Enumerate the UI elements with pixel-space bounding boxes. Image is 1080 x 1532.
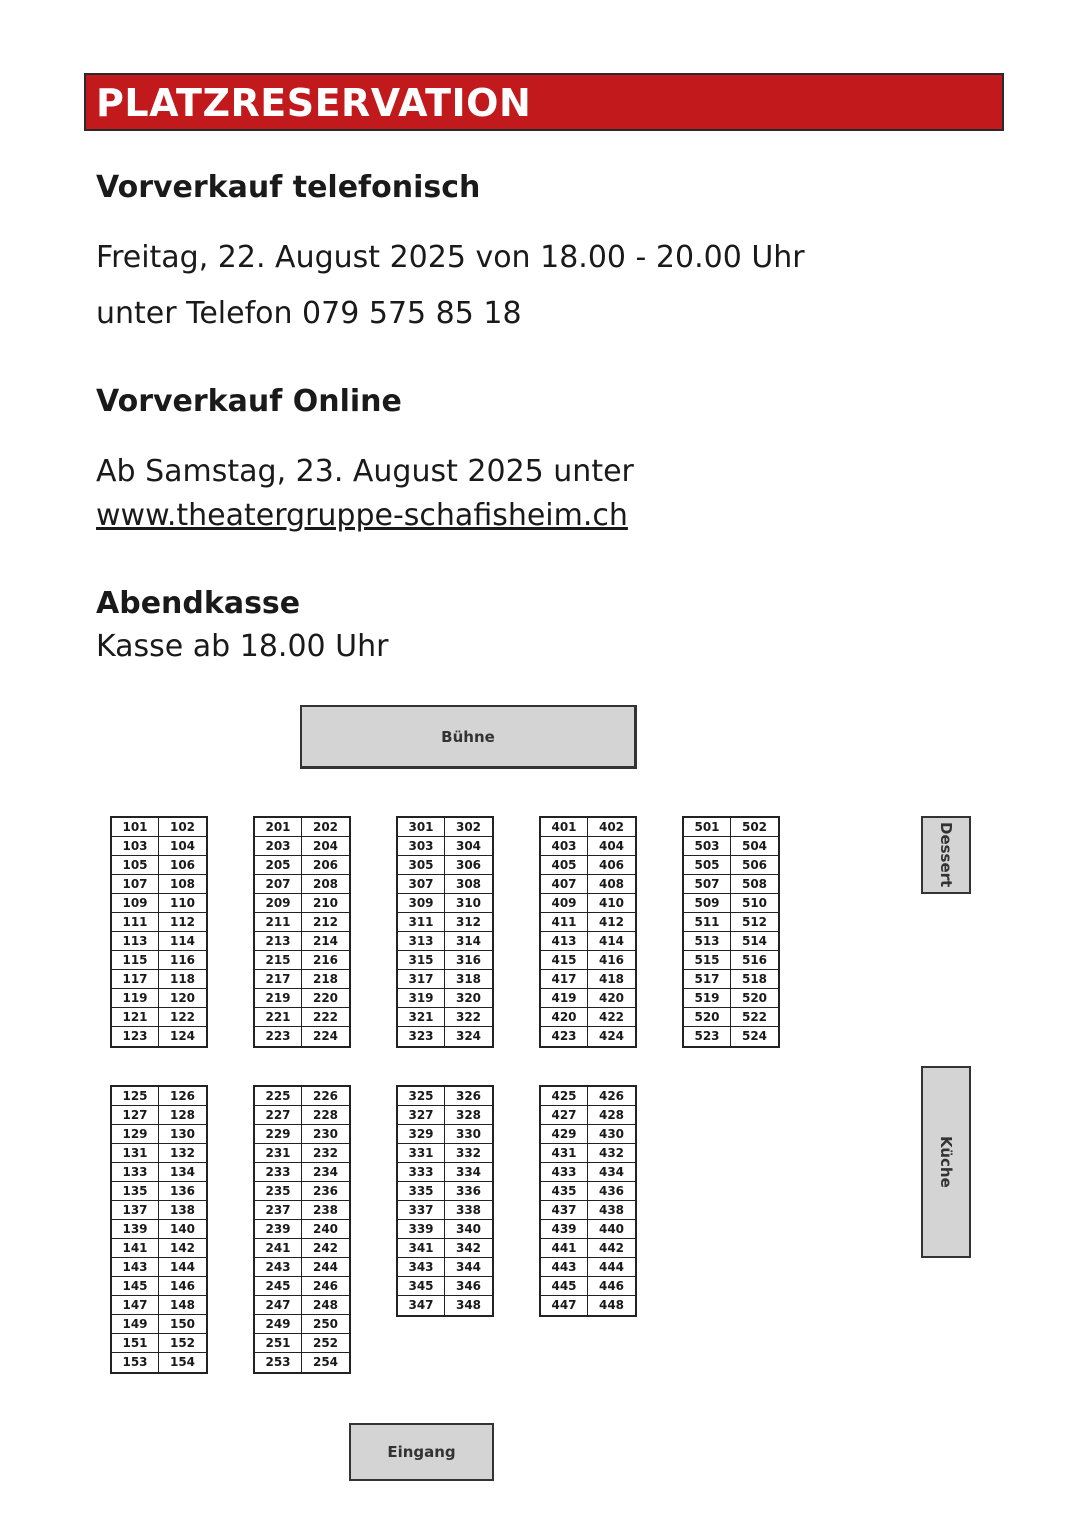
dessert-area bbox=[921, 816, 971, 894]
seat[interactable]: 123 bbox=[112, 1027, 159, 1046]
seat[interactable]: 144 bbox=[159, 1258, 206, 1277]
seat[interactable]: 121 bbox=[112, 1008, 159, 1027]
seat[interactable]: 512 bbox=[731, 913, 778, 932]
seat[interactable]: 406 bbox=[588, 856, 635, 875]
seat[interactable]: 143 bbox=[112, 1258, 159, 1277]
seat[interactable]: 519 bbox=[684, 989, 731, 1008]
seat[interactable]: 106 bbox=[159, 856, 206, 875]
seat[interactable]: 137 bbox=[112, 1201, 159, 1220]
seat[interactable]: 225 bbox=[255, 1087, 302, 1106]
seat[interactable]: 239 bbox=[255, 1220, 302, 1239]
seat[interactable]: 315 bbox=[398, 951, 445, 970]
seat[interactable]: 214 bbox=[302, 932, 349, 951]
seat[interactable]: 134 bbox=[159, 1163, 206, 1182]
seat[interactable]: 447 bbox=[541, 1296, 588, 1315]
seat[interactable]: 338 bbox=[445, 1201, 492, 1220]
seat[interactable]: 125 bbox=[112, 1087, 159, 1106]
seat[interactable]: 503 bbox=[684, 837, 731, 856]
seat[interactable]: 230 bbox=[302, 1125, 349, 1144]
seat[interactable]: 133 bbox=[112, 1163, 159, 1182]
title-banner bbox=[84, 73, 1004, 131]
seat[interactable]: 136 bbox=[159, 1182, 206, 1201]
seat[interactable]: 501 bbox=[684, 818, 731, 837]
seat[interactable]: 218 bbox=[302, 970, 349, 989]
seat[interactable]: 403 bbox=[541, 837, 588, 856]
seat-block bbox=[682, 816, 780, 1048]
seat[interactable]: 413 bbox=[541, 932, 588, 951]
seat[interactable]: 320 bbox=[445, 989, 492, 1008]
seat[interactable]: 248 bbox=[302, 1296, 349, 1315]
seat-block bbox=[396, 1085, 494, 1317]
seat[interactable]: 237 bbox=[255, 1201, 302, 1220]
online-sale-date: Ab Samstag, 23. August 2025 unter bbox=[96, 454, 634, 489]
seat[interactable]: 520 bbox=[731, 989, 778, 1008]
seat[interactable]: 139 bbox=[112, 1220, 159, 1239]
seat[interactable]: 305 bbox=[398, 856, 445, 875]
seat-block bbox=[253, 816, 351, 1048]
seat[interactable]: 234 bbox=[302, 1163, 349, 1182]
seat[interactable]: 217 bbox=[255, 970, 302, 989]
seat-block bbox=[253, 1085, 351, 1374]
seat[interactable]: 129 bbox=[112, 1125, 159, 1144]
seat[interactable]: 103 bbox=[112, 837, 159, 856]
phone-sale-date: Freitag, 22. August 2025 von 18.00 - 20.00 Uhr bbox=[96, 240, 805, 275]
seat[interactable]: 108 bbox=[159, 875, 206, 894]
seat[interactable]: 148 bbox=[159, 1296, 206, 1315]
seat[interactable]: 122 bbox=[159, 1008, 206, 1027]
seat[interactable]: 152 bbox=[159, 1334, 206, 1353]
seat[interactable]: 204 bbox=[302, 837, 349, 856]
seat[interactable]: 409 bbox=[541, 894, 588, 913]
seat[interactable]: 226 bbox=[302, 1087, 349, 1106]
seat[interactable]: 318 bbox=[445, 970, 492, 989]
seat[interactable]: 227 bbox=[255, 1106, 302, 1125]
seat[interactable]: 436 bbox=[588, 1182, 635, 1201]
seat[interactable]: 201 bbox=[255, 818, 302, 837]
seat[interactable]: 433 bbox=[541, 1163, 588, 1182]
seat[interactable]: 520 bbox=[684, 1008, 731, 1027]
seat[interactable]: 321 bbox=[398, 1008, 445, 1027]
seat[interactable]: 254 bbox=[312, 1355, 339, 1369]
seat[interactable]: 437 bbox=[541, 1201, 588, 1220]
seat[interactable]: 313 bbox=[398, 932, 445, 951]
seat[interactable]: 408 bbox=[588, 875, 635, 894]
seat[interactable]: 240 bbox=[302, 1220, 349, 1239]
seat[interactable]: 404 bbox=[588, 837, 635, 856]
seat[interactable]: 514 bbox=[731, 932, 778, 951]
seat[interactable]: 241 bbox=[255, 1239, 302, 1258]
seat[interactable]: 215 bbox=[255, 951, 302, 970]
seat[interactable]: 346 bbox=[445, 1277, 492, 1296]
seat[interactable]: 138 bbox=[159, 1201, 206, 1220]
seat[interactable]: 115 bbox=[112, 951, 159, 970]
seat[interactable]: 326 bbox=[445, 1087, 492, 1106]
seat[interactable]: 146 bbox=[159, 1277, 206, 1296]
seat[interactable]: 249 bbox=[255, 1315, 302, 1334]
seat[interactable]: 325 bbox=[398, 1087, 445, 1106]
seat[interactable]: 425 bbox=[541, 1087, 588, 1106]
seat[interactable]: 102 bbox=[159, 818, 206, 837]
kitchen-label: Küche bbox=[937, 1136, 955, 1188]
phone-sale-number: unter Telefon 079 575 85 18 bbox=[96, 296, 522, 331]
stage: Bühne bbox=[300, 705, 637, 769]
seat[interactable]: 333 bbox=[398, 1163, 445, 1182]
seat[interactable]: 222 bbox=[302, 1008, 349, 1027]
seat[interactable]: 212 bbox=[302, 913, 349, 932]
seat[interactable]: 242 bbox=[302, 1239, 349, 1258]
seat[interactable]: 104 bbox=[159, 837, 206, 856]
seat[interactable]: 428 bbox=[588, 1106, 635, 1125]
seat[interactable]: 431 bbox=[541, 1144, 588, 1163]
seat[interactable]: 339 bbox=[398, 1220, 445, 1239]
seat[interactable]: 446 bbox=[588, 1277, 635, 1296]
seat[interactable]: 335 bbox=[398, 1182, 445, 1201]
online-sale-heading: Vorverkauf Online bbox=[96, 384, 402, 419]
website-link[interactable]: www.theatergruppe-schafisheim.ch bbox=[96, 498, 628, 533]
seat[interactable]: 247 bbox=[255, 1296, 302, 1315]
phone-sale-heading: Vorverkauf telefonisch bbox=[96, 170, 481, 205]
box-office-hours: Kasse ab 18.00 Uhr bbox=[96, 629, 389, 664]
seat[interactable]: 407 bbox=[541, 875, 588, 894]
seat[interactable]: 435 bbox=[541, 1182, 588, 1201]
seat[interactable]: 120 bbox=[159, 989, 206, 1008]
seat[interactable]: 131 bbox=[112, 1144, 159, 1163]
seat-block bbox=[539, 1085, 637, 1317]
seat[interactable]: 429 bbox=[541, 1125, 588, 1144]
seat[interactable]: 141 bbox=[112, 1239, 159, 1258]
seat[interactable]: 424 bbox=[598, 1029, 625, 1043]
seat-block bbox=[539, 816, 637, 1048]
seat[interactable]: 340 bbox=[445, 1220, 492, 1239]
seat[interactable]: 210 bbox=[302, 894, 349, 913]
seat[interactable]: 513 bbox=[684, 932, 731, 951]
seat[interactable]: 505 bbox=[684, 856, 731, 875]
seat[interactable]: 401 bbox=[541, 818, 588, 837]
box-office-heading: Abendkasse bbox=[96, 586, 301, 621]
seat-block bbox=[110, 816, 208, 1048]
seat[interactable]: 324 bbox=[455, 1029, 482, 1043]
seat[interactable]: 216 bbox=[302, 951, 349, 970]
dessert-label: Dessert bbox=[937, 822, 955, 888]
seat[interactable]: 518 bbox=[731, 970, 778, 989]
seat[interactable]: 236 bbox=[302, 1182, 349, 1201]
seat[interactable]: 231 bbox=[255, 1144, 302, 1163]
seat[interactable]: 244 bbox=[302, 1258, 349, 1277]
seat[interactable]: 322 bbox=[445, 1008, 492, 1027]
seat[interactable]: 434 bbox=[588, 1163, 635, 1182]
seat[interactable]: 439 bbox=[541, 1220, 588, 1239]
seat[interactable]: 444 bbox=[588, 1258, 635, 1277]
seat[interactable]: 252 bbox=[302, 1334, 349, 1353]
seat[interactable]: 341 bbox=[398, 1239, 445, 1258]
seat[interactable]: 128 bbox=[159, 1106, 206, 1125]
seat[interactable]: 522 bbox=[731, 1008, 778, 1027]
seat[interactable]: 220 bbox=[302, 989, 349, 1008]
seat[interactable]: 312 bbox=[445, 913, 492, 932]
seat[interactable]: 150 bbox=[159, 1315, 206, 1334]
seat[interactable]: 427 bbox=[541, 1106, 588, 1125]
seat[interactable]: 223 bbox=[255, 1027, 302, 1046]
seat[interactable]: 140 bbox=[159, 1220, 206, 1239]
seat[interactable]: 438 bbox=[588, 1201, 635, 1220]
seat[interactable]: 420 bbox=[541, 1008, 588, 1027]
seat[interactable]: 213 bbox=[255, 932, 302, 951]
seat[interactable]: 135 bbox=[112, 1182, 159, 1201]
seat[interactable]: 107 bbox=[112, 875, 159, 894]
seat[interactable]: 228 bbox=[302, 1106, 349, 1125]
seat[interactable]: 111 bbox=[112, 913, 159, 932]
seat[interactable]: 419 bbox=[541, 989, 588, 1008]
seat[interactable]: 343 bbox=[398, 1258, 445, 1277]
seat[interactable]: 235 bbox=[255, 1182, 302, 1201]
seat[interactable]: 314 bbox=[445, 932, 492, 951]
seat[interactable]: 245 bbox=[255, 1277, 302, 1296]
seat[interactable]: 221 bbox=[255, 1008, 302, 1027]
seat[interactable]: 345 bbox=[398, 1277, 445, 1296]
seat[interactable]: 211 bbox=[255, 913, 302, 932]
seat[interactable]: 414 bbox=[588, 932, 635, 951]
seat[interactable]: 153 bbox=[112, 1353, 159, 1372]
seat[interactable]: 517 bbox=[684, 970, 731, 989]
seat[interactable]: 418 bbox=[588, 970, 635, 989]
seat[interactable]: 130 bbox=[159, 1125, 206, 1144]
seat[interactable]: 142 bbox=[159, 1239, 206, 1258]
seat[interactable]: 207 bbox=[255, 875, 302, 894]
seat[interactable]: 430 bbox=[588, 1125, 635, 1144]
seat[interactable]: 416 bbox=[588, 951, 635, 970]
seat[interactable]: 423 bbox=[541, 1027, 588, 1046]
seat[interactable]: 523 bbox=[684, 1027, 731, 1046]
seat[interactable]: 329 bbox=[398, 1125, 445, 1144]
seat[interactable]: 132 bbox=[159, 1144, 206, 1163]
seat[interactable]: 224 bbox=[312, 1029, 339, 1043]
seat[interactable]: 304 bbox=[445, 837, 492, 856]
seat[interactable]: 410 bbox=[588, 894, 635, 913]
seat[interactable]: 511 bbox=[684, 913, 731, 932]
seat[interactable]: 101 bbox=[112, 818, 159, 837]
seat[interactable]: 116 bbox=[159, 951, 206, 970]
seat[interactable]: 105 bbox=[112, 856, 159, 875]
seat[interactable]: 432 bbox=[588, 1144, 635, 1163]
seat[interactable]: 302 bbox=[445, 818, 492, 837]
seat[interactable]: 420 bbox=[588, 989, 635, 1008]
seat[interactable]: 348 bbox=[455, 1298, 482, 1312]
kitchen-area bbox=[921, 1066, 971, 1258]
seat[interactable]: 317 bbox=[398, 970, 445, 989]
seat[interactable]: 506 bbox=[731, 856, 778, 875]
seat[interactable]: 110 bbox=[159, 894, 206, 913]
seat[interactable]: 118 bbox=[159, 970, 206, 989]
seat[interactable]: 332 bbox=[445, 1144, 492, 1163]
seat[interactable]: 238 bbox=[302, 1201, 349, 1220]
seat[interactable]: 316 bbox=[445, 951, 492, 970]
seat[interactable]: 510 bbox=[731, 894, 778, 913]
seat[interactable]: 515 bbox=[684, 951, 731, 970]
seat[interactable]: 310 bbox=[445, 894, 492, 913]
seat[interactable]: 508 bbox=[731, 875, 778, 894]
seat[interactable]: 246 bbox=[302, 1277, 349, 1296]
seat[interactable]: 504 bbox=[731, 837, 778, 856]
seat[interactable]: 232 bbox=[302, 1144, 349, 1163]
seat[interactable]: 113 bbox=[112, 932, 159, 951]
seat[interactable]: 323 bbox=[398, 1027, 445, 1046]
seat[interactable]: 337 bbox=[398, 1201, 445, 1220]
seat[interactable]: 311 bbox=[398, 913, 445, 932]
seat[interactable]: 149 bbox=[112, 1315, 159, 1334]
seat[interactable]: 441 bbox=[541, 1239, 588, 1258]
seat[interactable]: 330 bbox=[445, 1125, 492, 1144]
seat[interactable]: 203 bbox=[255, 837, 302, 856]
seat[interactable]: 331 bbox=[398, 1144, 445, 1163]
seat[interactable]: 411 bbox=[541, 913, 588, 932]
seat[interactable]: 250 bbox=[302, 1315, 349, 1334]
seat[interactable]: 309 bbox=[398, 894, 445, 913]
seat[interactable]: 151 bbox=[112, 1334, 159, 1353]
seat[interactable]: 334 bbox=[445, 1163, 492, 1182]
seat[interactable]: 524 bbox=[741, 1029, 768, 1043]
seat[interactable]: 415 bbox=[541, 951, 588, 970]
entrance: Eingang bbox=[349, 1423, 494, 1481]
seat[interactable]: 205 bbox=[255, 856, 302, 875]
seat[interactable]: 445 bbox=[541, 1277, 588, 1296]
seat[interactable]: 301 bbox=[398, 818, 445, 837]
seat[interactable]: 412 bbox=[588, 913, 635, 932]
seat[interactable]: 327 bbox=[398, 1106, 445, 1125]
seat[interactable]: 448 bbox=[598, 1298, 625, 1312]
seat[interactable]: 117 bbox=[112, 970, 159, 989]
seat-block bbox=[110, 1085, 208, 1374]
seat[interactable]: 251 bbox=[255, 1334, 302, 1353]
seat[interactable]: 347 bbox=[398, 1296, 445, 1315]
seat[interactable]: 417 bbox=[541, 970, 588, 989]
seat[interactable]: 112 bbox=[159, 913, 206, 932]
seat[interactable]: 422 bbox=[588, 1008, 635, 1027]
seat[interactable]: 342 bbox=[445, 1239, 492, 1258]
seat[interactable]: 405 bbox=[541, 856, 588, 875]
seat[interactable]: 307 bbox=[398, 875, 445, 894]
seat[interactable]: 208 bbox=[302, 875, 349, 894]
seat[interactable]: 233 bbox=[255, 1163, 302, 1182]
seat[interactable]: 336 bbox=[445, 1182, 492, 1201]
seat[interactable]: 442 bbox=[588, 1239, 635, 1258]
seat[interactable]: 154 bbox=[169, 1355, 196, 1369]
seat[interactable]: 253 bbox=[255, 1353, 302, 1372]
seat[interactable]: 243 bbox=[255, 1258, 302, 1277]
seat[interactable]: 402 bbox=[588, 818, 635, 837]
seat[interactable]: 147 bbox=[112, 1296, 159, 1315]
seat[interactable]: 319 bbox=[398, 989, 445, 1008]
seat-block bbox=[396, 816, 494, 1048]
seat[interactable]: 114 bbox=[159, 932, 206, 951]
seat[interactable]: 344 bbox=[445, 1258, 492, 1277]
seat[interactable]: 516 bbox=[731, 951, 778, 970]
seat[interactable]: 328 bbox=[445, 1106, 492, 1125]
seat[interactable]: 509 bbox=[684, 894, 731, 913]
seat[interactable]: 209 bbox=[255, 894, 302, 913]
seat[interactable]: 126 bbox=[159, 1087, 206, 1106]
seat[interactable]: 202 bbox=[302, 818, 349, 837]
seat[interactable]: 426 bbox=[588, 1087, 635, 1106]
seat[interactable]: 443 bbox=[541, 1258, 588, 1277]
seat[interactable]: 306 bbox=[445, 856, 492, 875]
seat[interactable]: 219 bbox=[255, 989, 302, 1008]
seat[interactable]: 308 bbox=[445, 875, 492, 894]
seat[interactable]: 127 bbox=[112, 1106, 159, 1125]
seat[interactable]: 440 bbox=[588, 1220, 635, 1239]
seat[interactable]: 109 bbox=[112, 894, 159, 913]
seat[interactable]: 206 bbox=[302, 856, 349, 875]
seat[interactable]: 124 bbox=[169, 1029, 196, 1043]
page-title: PLATZRESERVATION bbox=[96, 81, 532, 125]
seat[interactable]: 507 bbox=[684, 875, 731, 894]
seat[interactable]: 145 bbox=[112, 1277, 159, 1296]
seat[interactable]: 229 bbox=[255, 1125, 302, 1144]
seat[interactable]: 303 bbox=[398, 837, 445, 856]
seat[interactable]: 119 bbox=[112, 989, 159, 1008]
seat[interactable]: 502 bbox=[731, 818, 778, 837]
